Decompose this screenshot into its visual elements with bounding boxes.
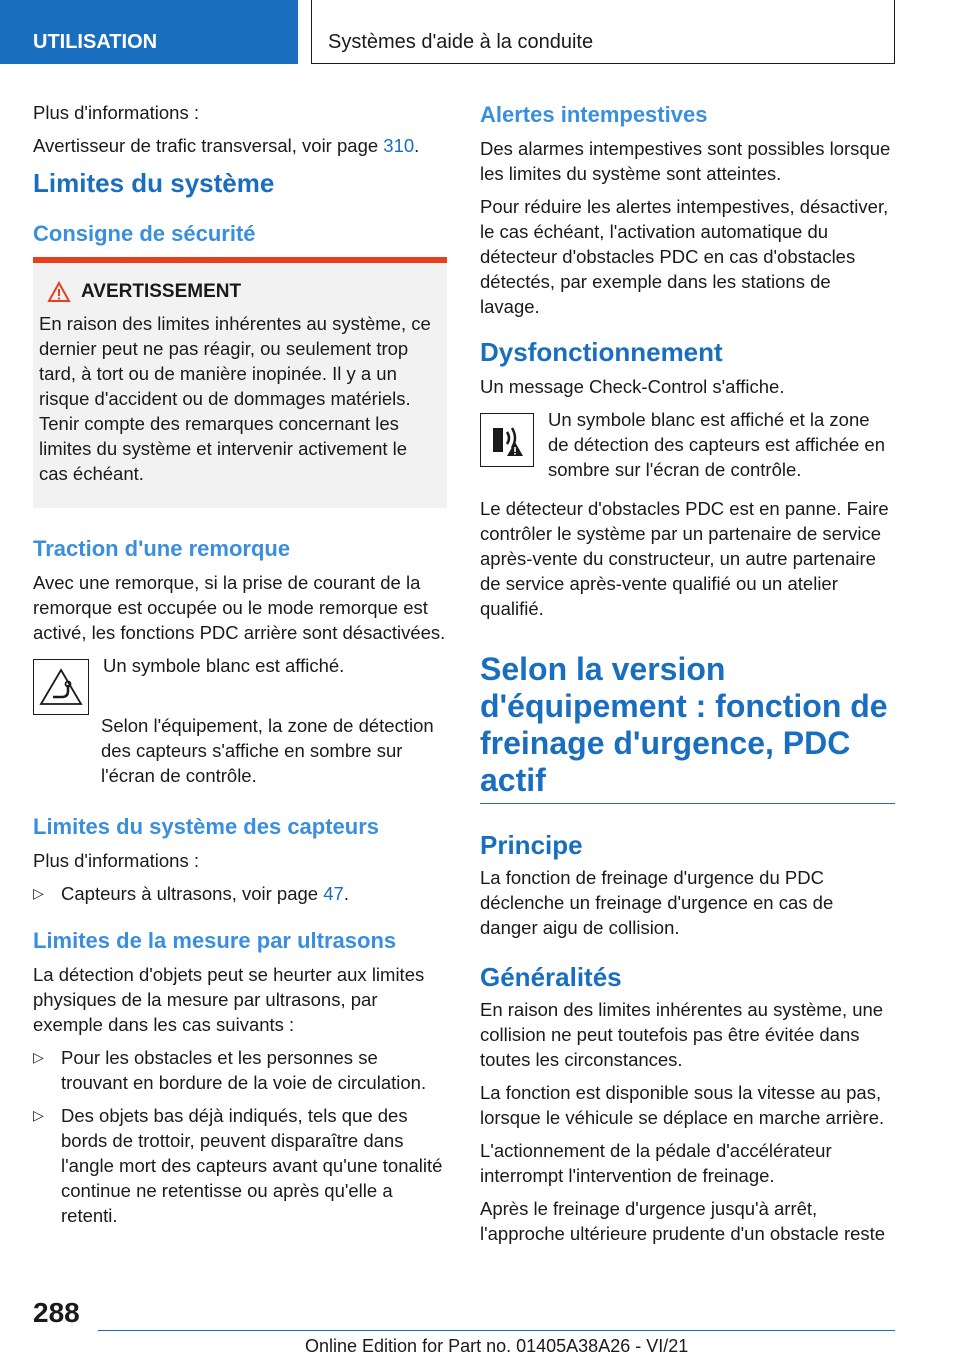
malfunction-text-1: Un message Check-Control s'affiche.	[480, 376, 785, 397]
heading-trailer: Traction d'une remorque	[33, 536, 291, 561]
false-alerts-text-1: Des alarmes intempestives sont possibles lorsque les limites du système sont atteintes.	[480, 138, 891, 184]
heading-safety-note: Consigne de sécurité	[33, 221, 256, 246]
heading-system-limits: Limites du système	[33, 168, 275, 198]
intro-text: Plus d'informations :	[33, 102, 199, 123]
right-column	[480, 100, 895, 1254]
principle-text: La fonction de freinage d'urgence du PDC déclenche un freinage d'urgence en cas de danger aigu de collision.	[480, 867, 834, 938]
warning-box	[33, 257, 447, 508]
ultrasound-list	[33, 1045, 447, 1228]
footer-edition: Online Edition for Part no. 01405A38A26 - VI/21	[305, 1336, 689, 1356]
bullet-triangle-icon: ▷	[33, 885, 44, 901]
heading-principle: Principe	[480, 830, 583, 860]
warning-body: En raison des limites inhérentes au système, ce dernier peut ne pas réagir, ou seulement trop tard, à tort ou de manière inopinée. Il y a un risque d'accident ou de dommages matériels. Tenir compte des remarques concernant les limites du système et intervenir activement le cas échéant.	[39, 313, 431, 484]
bullet-triangle-icon: ▷	[33, 1107, 44, 1123]
list-item: ▷ Capteurs à ultrasons, voir page 47.	[33, 883, 349, 904]
false-alerts-text-2: Pour réduire les alertes intempestives, désactiver, le cas échéant, l'activation automatique du détecteur d'obstacles PDC en cas d'obstacles détectés, par exemple dans les stations de lavage.	[480, 196, 889, 317]
bullet-triangle-icon: ▷	[33, 1049, 44, 1065]
sensor-list	[33, 881, 447, 906]
section-tab: UTILISATION	[0, 0, 298, 64]
malfunction-symbol-text: Un symbole blanc est affiché et la zone de détection des capteurs est affichée en sombre sur l'écran de contrôle.	[548, 409, 886, 480]
heading-false-alerts: Alertes intempestives	[480, 102, 708, 127]
page-number: 288	[33, 1297, 80, 1328]
list-item: ▷ Des objets bas déjà indiqués, tels que des bords de trottoir, peuvent disparaître dans l'angle mort des capteurs avant qu'une tonalité continue ne retentisse ou après qu'elle a retenti.	[33, 1105, 443, 1226]
ultrasound-text: La détection d'objets peut se heurter aux limites physiques de la mesure par ultrasons, par exemple dans les cas suivants :	[33, 964, 425, 1035]
trailer-detection-text: Selon l'équipement, la zone de détection des capteurs s'affiche en sombre sur l'écran de contrôle.	[101, 715, 434, 786]
sensor-intro: Plus d'informations :	[33, 850, 199, 871]
heading-malfunction: Dysfonctionnement	[480, 337, 723, 367]
general-text-2: La fonction est disponible sous la vitesse au pas, lorsque le véhicule se déplace en marche arrière.	[480, 1082, 885, 1128]
pdc-fault-icon	[480, 413, 534, 467]
list-item: ▷ Pour les obstacles et les personnes se trouvant en bordure de la voie de circulation.	[33, 1047, 427, 1093]
page-link-310[interactable]: 310	[383, 135, 415, 156]
section-title: Selon la version d'équipement : fonction de freinage d'urgence, PDC actif	[480, 651, 888, 798]
malfunction-symbol-row	[480, 407, 895, 490]
trailer-symbol-text: Un symbole blanc est affiché.	[103, 655, 345, 676]
heading-ultrasound-limits: Limites de la mesure par ultrasons	[33, 928, 397, 953]
general-text-4: Après le freinage d'urgence jusqu'à arrêt, l'approche ultérieure prudente d'un obstacle reste	[480, 1198, 886, 1244]
section-divider	[480, 803, 895, 804]
trailer-warning-icon	[33, 659, 89, 715]
heading-general: Généralités	[480, 962, 622, 992]
left-column	[33, 100, 447, 1236]
trailer-text: Avec une remorque, si la prise de courant de la remorque est occupée ou le mode remorque est activé, les fonctions PDC arrière sont désactivées.	[33, 572, 446, 643]
general-text-1: En raison des limites inhérentes au système, une collision ne peut toutefois pas être évitée dans toutes les circonstances.	[480, 999, 884, 1070]
trailer-symbol-row	[33, 653, 447, 715]
chapter-title: Systèmes d'aide à la conduite	[311, 0, 895, 64]
cross-reference: Avertisseur de trafic transversal, voir page 310.	[33, 135, 420, 156]
footer-divider	[98, 1330, 895, 1331]
malfunction-text-2: Le détecteur d'obstacles PDC est en panne. Faire contrôler le système par un partenaire de service après-vente du constructeur, un autre partenaire de service après-vente qualifié ou un atelier qualifié.	[480, 498, 889, 619]
heading-sensor-limits: Limites du système des capteurs	[33, 814, 380, 839]
warning-triangle-icon	[47, 281, 71, 303]
warning-title: AVERTISSEMENT	[39, 281, 439, 303]
page-link-47[interactable]: 47	[323, 883, 344, 904]
general-text-3: L'actionnement de la pédale d'accélérateur interrompt l'intervention de freinage.	[480, 1140, 832, 1186]
